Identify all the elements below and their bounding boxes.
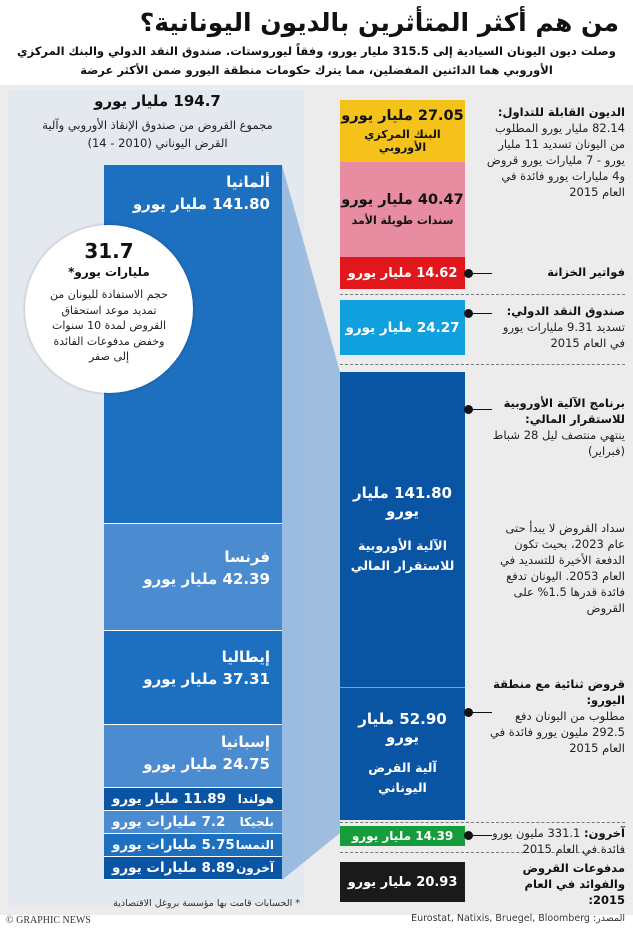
note-others-title: آخرون: — [584, 826, 625, 840]
country-value-2: 37.31 مليار يورو — [143, 670, 270, 688]
note-imf-text: تسديد 9.31 مليارات يورو في العام 2015 — [502, 320, 625, 350]
leader-dot-bilateral — [464, 708, 473, 717]
separator-3 — [340, 822, 625, 823]
intro-text: وصلت ديون اليونان السيادية إلى 315.5 مليار يورو، وفقاً ليوروستات. صندوق النقد الدولي والبنك المركزي الأوروبي هما الدائنين المفضلين، مما يترك حكومات منطقة اليورو ضمن الأكثر عرضة — [17, 44, 616, 77]
box-glf — [340, 687, 465, 820]
separator-1 — [340, 294, 625, 295]
box-bonds — [340, 162, 465, 257]
note-treasury — [485, 264, 625, 280]
country-bar-4 — [104, 788, 282, 811]
source: المصدر: Eurostat, Natixis, Bruegel, Bloomberg — [411, 913, 625, 924]
country-value-6: 5.75 مليارات يورو — [112, 837, 235, 853]
leader-dot-efsf — [464, 405, 473, 414]
note-payments — [485, 860, 625, 908]
footnote: * الحسابات قامت بها مؤسسة بروغل الاقتصادية — [113, 898, 300, 909]
country-name-6: النمسا — [235, 838, 274, 852]
box-imf-value: 24.27 مليار يورو — [345, 319, 460, 336]
box-treasury — [340, 257, 465, 289]
country-name-1: فرنسا — [224, 548, 270, 566]
country-name-2: إيطاليا — [221, 648, 270, 666]
box-bonds-label: سندات طويلة الأمد — [351, 214, 454, 227]
note-imf — [485, 303, 625, 351]
box-payments-value: 20.93 مليار يورو — [347, 874, 458, 890]
country-value-3: 24.75 مليار يورو — [143, 755, 270, 773]
credit: © GRAPHIC NEWS — [6, 915, 91, 926]
note-treasury-title: فواتير الخزانة — [547, 265, 625, 279]
note-others — [485, 825, 625, 857]
country-bar-2 — [104, 631, 282, 725]
box-others-value: 14.39 مليار يورو — [351, 829, 454, 843]
separator-2 — [340, 364, 625, 365]
country-name-5: بلجيكا — [239, 815, 274, 829]
country-bar-1 — [104, 524, 282, 631]
note-efsf-title: برنامج الآلية الأوروبية للاستقرار المالي: — [503, 396, 625, 426]
note-others-text: 331.1 مليون يورو فائدة في العام 2015 — [492, 826, 625, 856]
box-imf — [340, 300, 465, 355]
box-glf-label: آلية القرض اليوناني — [368, 760, 437, 795]
box-efsf-label: الآلية الأوروبية للاستقرار المالي — [350, 537, 455, 573]
note-efsf — [485, 395, 625, 459]
note-tradable-text: 82.14 مليار يورو المطلوب من اليونان تسديد 11 مليار يورو - 7 مليارات يورو قروض و4 مليارات يورو فائدة في العام 2015 — [486, 121, 625, 199]
box-glf-value: 52.90 مليار يورو — [358, 710, 447, 746]
box-ecb — [340, 100, 465, 162]
note-efsf-text: ينتهي منتصف ليل 28 شباط (فبراير) — [492, 428, 625, 458]
left-total-caption: مجموع القروض من صندوق الإنقاذ الأوروبي وآلية القرض اليوناني (2010 - 14) — [42, 118, 273, 150]
bubble — [25, 225, 193, 393]
note-tradable-title: الديون القابلة للتداول: — [497, 105, 625, 119]
country-bar-3 — [104, 725, 282, 788]
note-tradable — [485, 104, 625, 200]
country-value-5: 7.2 مليارات يورو — [112, 814, 226, 830]
country-name-4: هولندا — [237, 792, 274, 806]
box-payments — [340, 862, 465, 902]
leader-dot-imf — [464, 309, 473, 318]
country-value-1: 42.39 مليار يورو — [143, 570, 270, 588]
box-efsf-value: 141.80 مليار يورو — [353, 483, 452, 520]
note-bilateral-title: قروض ثنائية مع منطقة اليورو: — [493, 677, 625, 707]
box-ecb-value: 27.05 مليار يورو — [341, 108, 464, 124]
country-bar-6 — [104, 834, 282, 857]
box-efsf — [340, 372, 465, 687]
box-bonds-value: 40.47 مليار يورو — [341, 192, 464, 208]
country-name-0: ألمانيا — [226, 173, 270, 191]
box-others — [340, 826, 465, 846]
bubble-unit: مليارات يورو* — [68, 265, 150, 279]
left-total-value: 194.7 مليار يورو — [94, 92, 221, 110]
page-title: من هم أكثر المتأثرين بالديون اليونانية؟ — [139, 8, 619, 37]
country-bar-7 — [104, 857, 282, 880]
bubble-text: حجم الاستفادة لليونان من تمديد موعد استحقاق القروض لمدة 10 سنوات وخفض مدفوعات الفائدة إلى صفر — [50, 288, 168, 363]
country-name-3: إسبانيا — [220, 733, 270, 751]
leader-dot-treasury — [464, 269, 473, 278]
bubble-value: 31.7 — [84, 239, 134, 263]
box-treasury-value: 14.62 مليار يورو — [347, 265, 458, 281]
leader-dot-others — [464, 831, 473, 840]
note-efsf-detail: سداد القروض لا يبدأ حتى عام 2023، بحيث تكون الدفعة الأخيرة للتسديد في العام 2053. اليونان تدفع فائدة قدرها 1.5% على القروض — [499, 521, 625, 615]
note-payments-title: مدفوعات القروض والفوائد في العام 2015: — [522, 861, 625, 907]
country-value-0: 141.80 مليار يورو — [132, 195, 270, 213]
note-bilateral — [485, 676, 625, 756]
box-ecb-label: البنك المركزي الأوروبي — [364, 128, 441, 154]
note-bilateral-text: مطلوب من اليونان دفع 292.5 مليون يورو فائدة في العام 2015 — [490, 709, 625, 755]
note-imf-title: صندوق النقد الدولي: — [506, 304, 625, 318]
country-value-7: 8.89 مليارات يورو — [112, 860, 235, 876]
country-value-4: 11.89 مليار يورو — [112, 791, 227, 807]
country-name-7: آخرون — [236, 861, 274, 875]
country-bar-5 — [104, 811, 282, 834]
